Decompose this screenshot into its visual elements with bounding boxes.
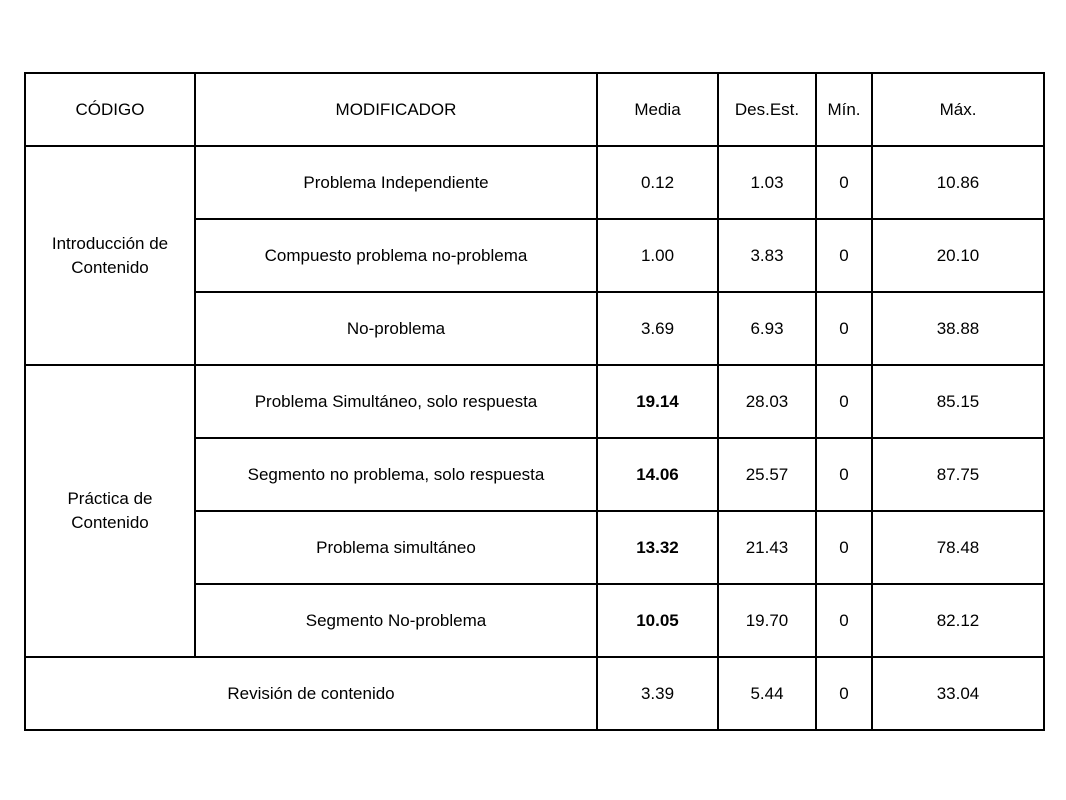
table-header-row: [25, 73, 1044, 146]
desv-cell: 3.83: [718, 219, 816, 292]
table-row: [25, 365, 1044, 438]
desv-cell: 1.03: [718, 146, 816, 219]
min-cell: 0: [816, 438, 872, 511]
media-cell: 1.00: [597, 219, 718, 292]
max-cell: 10.86: [872, 146, 1044, 219]
statistics-table: [24, 72, 1045, 731]
min-cell: 0: [816, 146, 872, 219]
modificador-cell: No-problema: [195, 292, 597, 365]
modificador-cell: Problema simultáneo: [195, 511, 597, 584]
max-cell: 85.15: [872, 365, 1044, 438]
media-cell: 10.05: [597, 584, 718, 657]
media-cell: 13.32: [597, 511, 718, 584]
desv-cell: 28.03: [718, 365, 816, 438]
group-code-cell: Introducción de Contenido: [25, 146, 195, 365]
media-cell: 14.06: [597, 438, 718, 511]
header-desv: Des.Est.: [718, 73, 816, 146]
modificador-cell: Problema Simultáneo, solo respuesta: [195, 365, 597, 438]
header-max: Máx.: [872, 73, 1044, 146]
header-modificador: MODIFICADOR: [195, 73, 597, 146]
desv-cell: 5.44: [718, 657, 816, 730]
desv-cell: 21.43: [718, 511, 816, 584]
modificador-cell: Segmento No-problema: [195, 584, 597, 657]
modificador-cell: Compuesto problema no-problema: [195, 219, 597, 292]
min-cell: 0: [816, 292, 872, 365]
min-cell: 0: [816, 584, 872, 657]
max-cell: 78.48: [872, 511, 1044, 584]
header-codigo: CÓDIGO: [25, 73, 195, 146]
table-row: [25, 146, 1044, 219]
desv-cell: 19.70: [718, 584, 816, 657]
max-cell: 38.88: [872, 292, 1044, 365]
media-cell: 0.12: [597, 146, 718, 219]
desv-cell: 6.93: [718, 292, 816, 365]
desv-cell: 25.57: [718, 438, 816, 511]
min-cell: 0: [816, 365, 872, 438]
min-cell: 0: [816, 511, 872, 584]
modificador-cell: Problema Independiente: [195, 146, 597, 219]
min-cell: 0: [816, 657, 872, 730]
modificador-cell: Segmento no problema, solo respuesta: [195, 438, 597, 511]
media-cell: 3.69: [597, 292, 718, 365]
summary-label-cell: Revisión de contenido: [25, 657, 597, 730]
max-cell: 20.10: [872, 219, 1044, 292]
header-min: Mín.: [816, 73, 872, 146]
media-cell: 3.39: [597, 657, 718, 730]
min-cell: 0: [816, 219, 872, 292]
max-cell: 87.75: [872, 438, 1044, 511]
max-cell: 82.12: [872, 584, 1044, 657]
max-cell: 33.04: [872, 657, 1044, 730]
header-media: Media: [597, 73, 718, 146]
media-cell: 19.14: [597, 365, 718, 438]
table-row-summary: [25, 657, 1044, 730]
group-code-cell: Práctica de Contenido: [25, 365, 195, 657]
